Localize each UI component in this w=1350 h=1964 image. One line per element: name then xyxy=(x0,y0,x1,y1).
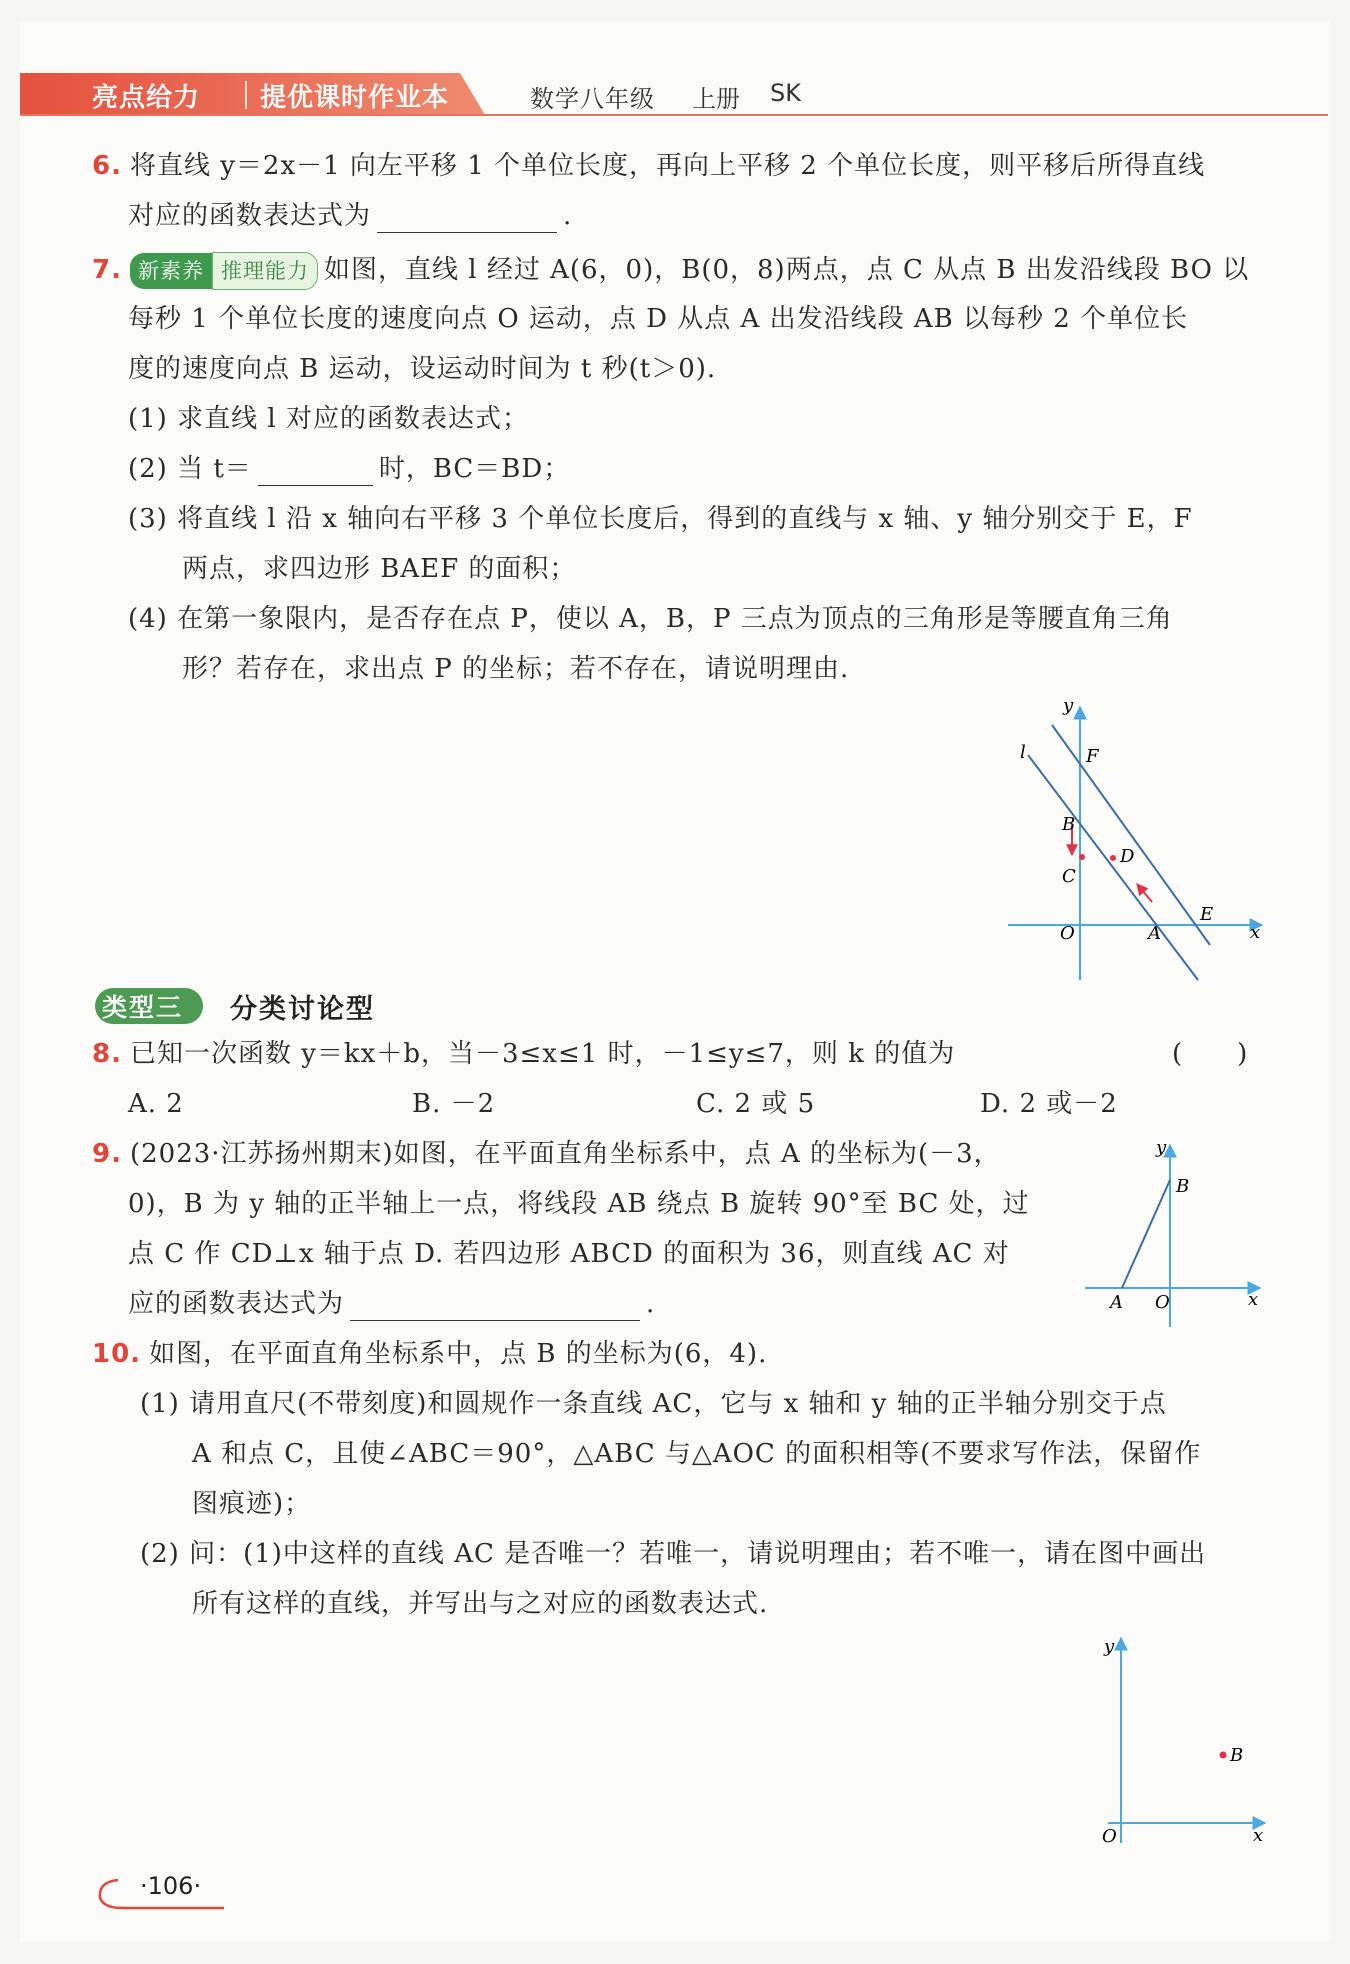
page-header xyxy=(20,73,1328,115)
header-volume: 上册 xyxy=(692,85,740,113)
q10-line-1 xyxy=(92,1337,767,1371)
label-a: A xyxy=(1110,1292,1123,1313)
q8-option-a[interactable]: A. 2 xyxy=(128,1089,184,1119)
label-y: y xyxy=(1104,1636,1115,1657)
section-badge-text: 类型三 xyxy=(102,993,184,1022)
line-l xyxy=(1028,755,1198,980)
q10-part-1-c: 图痕迹)； xyxy=(192,1489,312,1519)
q9-line-4 xyxy=(128,1287,655,1321)
label-x: x xyxy=(1250,922,1261,943)
q6-line-1 xyxy=(92,149,1205,183)
label-o: O xyxy=(1102,1826,1117,1847)
segment-ab xyxy=(1122,1180,1170,1288)
q7-tag xyxy=(130,252,318,290)
tag-new-literacy: 新素养 xyxy=(130,253,212,289)
q10-figure xyxy=(1080,1628,1275,1853)
label-x: x xyxy=(1248,1289,1259,1310)
q7-line-3: 度的速度向点 B 运动，设运动时间为 t 秒(t＞0). xyxy=(128,354,717,384)
q10-text-1: 如图，在平面直角坐标系中，点 B 的坐标为(6，4). xyxy=(149,1339,768,1369)
q8-answer-paren[interactable]: ( ) xyxy=(1172,1039,1249,1069)
q7-part-4-a: (4) 在第一象限内，是否存在点 P，使以 A，B，P 三点为顶点的三角形是等腰直角三角 xyxy=(128,604,1173,634)
q10-part-1-b: A 和点 C，且使∠ABC＝90°，△ABC 与△AOC 的面积相等(不要求写作法，保留作 xyxy=(192,1439,1202,1469)
label-b: B xyxy=(1230,1745,1244,1766)
q8-option-d[interactable]: D. 2 或－2 xyxy=(980,1089,1118,1119)
header-rule xyxy=(20,114,1328,116)
q10-part-2-b: 所有这样的直线，并写出与之对应的函数表达式. xyxy=(192,1589,769,1619)
label-e: E xyxy=(1200,904,1214,925)
header-subject: 数学八年级 xyxy=(530,85,655,113)
q6-text-end: . xyxy=(563,201,573,231)
q9-answer-blank[interactable] xyxy=(350,1294,640,1321)
q8-option-b[interactable]: B. －2 xyxy=(412,1089,496,1119)
q10-part-2-a: (2) 问：(1)中这样的直线 AC 是否唯一？若唯一，请说明理由；若不唯一，请在图中画出 xyxy=(140,1539,1207,1569)
q8-option-c[interactable]: C. 2 或 5 xyxy=(696,1089,816,1119)
q6-line-2 xyxy=(128,199,572,233)
q7-answer-blank[interactable] xyxy=(258,459,373,486)
q7-part-2 xyxy=(128,452,570,486)
q6-number: 6. xyxy=(92,151,122,181)
label-y: y xyxy=(1156,1137,1167,1158)
point-d xyxy=(1110,855,1116,861)
q7-figure xyxy=(1000,695,1270,985)
q6-text-1: 将直线 y＝2x－1 向左平移 1 个单位长度，再向上平移 2 个单位长度，则平移后所得直线 xyxy=(129,151,1206,181)
label-o: O xyxy=(1155,1292,1170,1313)
label-l: l xyxy=(1020,742,1026,763)
label-c: C xyxy=(1062,866,1076,887)
q7-text-1: 如图，直线 l 经过 A(6，0)，B(0，8)两点，点 C 从点 B 出发沿线段 BO 以 xyxy=(323,255,1250,285)
q7-part-3-a: (3) 将直线 l 沿 x 轴向右平移 3 个单位长度后，得到的直线与 x 轴、y 轴分别交于 E，F xyxy=(128,504,1193,534)
label-b: B xyxy=(1176,1176,1190,1197)
q10-part-1-a: (1) 请用直尺(不带刻度)和圆规作一条直线 AC，它与 x 轴和 y 轴的正半轴分别交于点 xyxy=(140,1389,1167,1419)
q9-text-1: (2023·江苏扬州期末)如图，在平面直角坐标系中，点 A 的坐标为(－3， xyxy=(129,1139,1001,1169)
q9-line-3: 点 C 作 CD⊥x 轴于点 D. 若四边形 ABCD 的面积为 36，则直线 AC 对 xyxy=(128,1239,1010,1269)
q9-figure xyxy=(1080,1135,1270,1335)
q9-text-end: . xyxy=(646,1289,656,1319)
q6-answer-blank[interactable] xyxy=(377,206,557,233)
q7-part-3-b: 两点，求四边形 BAEF 的面积； xyxy=(182,554,577,584)
header-edition: SK xyxy=(770,79,801,107)
q7-part-1: (1) 求直线 l 对应的函数表达式； xyxy=(128,404,529,434)
point-b xyxy=(1220,1752,1227,1759)
q8-number: 8. xyxy=(92,1039,122,1069)
q9-line-1 xyxy=(92,1137,1001,1171)
arrow-d xyxy=(1137,884,1152,902)
q9-text-4: 应的函数表达式为 xyxy=(128,1289,345,1319)
q10-number: 10. xyxy=(92,1339,142,1369)
label-b: B xyxy=(1062,814,1076,835)
header-series: 提优课时作业本 xyxy=(260,83,450,113)
q7-line-2: 每秒 1 个单位长度的速度向点 O 运动，点 D 从点 A 出发沿线段 AB 以每秒 2 个单位长 xyxy=(128,304,1189,334)
label-x: x xyxy=(1253,1825,1264,1846)
q7-part-4-b: 形？若存在，求出点 P 的坐标；若不存在，请说明理由. xyxy=(182,654,850,684)
tag-reasoning: 推理能力 xyxy=(212,252,318,290)
q6-text-2: 对应的函数表达式为 xyxy=(128,201,372,231)
q9-line-2: 0)，B 为 y 轴的正半轴上一点，将线段 AB 绕点 B 旋转 90°至 BC 处，过 xyxy=(128,1189,1030,1219)
section-title: 分类讨论型 xyxy=(230,994,375,1025)
label-f: F xyxy=(1086,746,1099,767)
label-a: A xyxy=(1148,923,1161,944)
point-c xyxy=(1079,854,1085,860)
q9-number: 9. xyxy=(92,1139,122,1169)
q7-line-1 xyxy=(92,252,1249,290)
header-brand: 亮点给力 xyxy=(92,83,201,113)
label-y: y xyxy=(1063,695,1074,716)
q7-number: 7. xyxy=(92,255,122,285)
label-o: O xyxy=(1060,923,1075,944)
line-ef xyxy=(1052,725,1210,945)
q7-part-2-tail: 时，BC＝BD； xyxy=(378,454,571,484)
label-d: D xyxy=(1120,846,1135,867)
q8-line xyxy=(92,1037,955,1071)
page-number: ·106· xyxy=(140,1872,202,1900)
q8-stem: 已知一次函数 y＝kx＋b，当－3≤x≤1 时，－1≤y≤7，则 k 的值为 xyxy=(129,1039,956,1069)
q7-part-2-text: (2) 当 t＝ xyxy=(128,454,252,484)
header-divider xyxy=(245,81,247,109)
